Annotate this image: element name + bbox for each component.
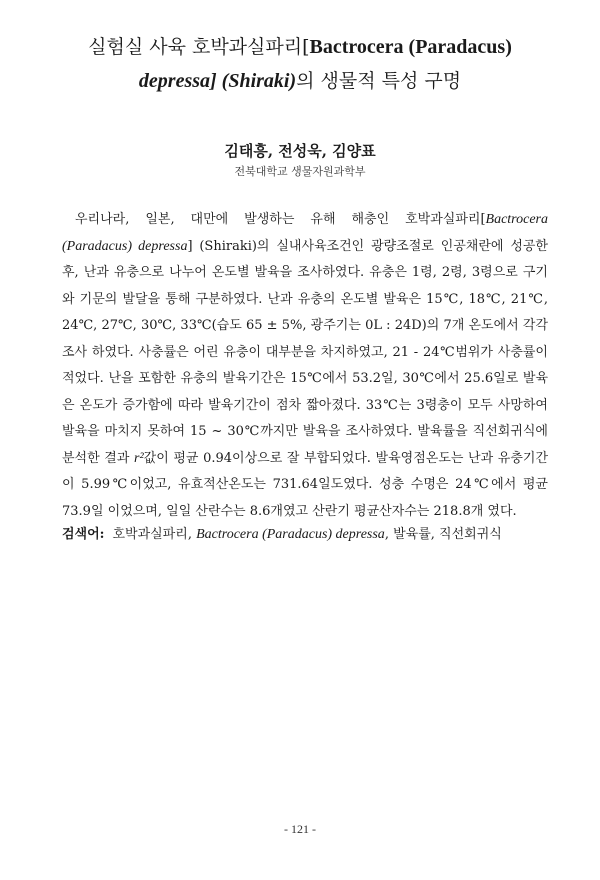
author-list: 김태흥, 전성욱, 김양표 [224,142,376,160]
keyword-rest: , 발육률, 직선회귀식 [384,527,502,542]
title-korean-part-1: 실험실 사육 호박과실파리[ [88,36,310,58]
abstract-text-2: ] (Shiraki)의 실내사육조건인 광량조절로 인공채란에 성공한 후, 난과 유충으로 나누어 온도별 발육을 조사하였다. 유충은 1령, 2령, 3령으로 구기와 기문의 발달을 통해 구분하였다. 난과 유충의 온도별 발육은 15℃, 18℃, 21℃, 24℃, 27℃, 30℃, 33℃(습도 65 ± 5%, 광주기는 0L : 24D)의 7개 온도에서 각각 조사 하였다. 사충률은 어린 유충이 대부분을 차지하였고, 21 - 24℃범위가 사충률이 적었다. 난을 포함한 유충의 발육기간은 15℃에서 53.2일, 30℃에서 25.6일로 발육은 온도가 증가함에 따라 발육기간이 점차 짧아졌다. 33℃는 3령충이 모두 사망하여 발육을 마치지 못하여 15 ~ 30℃까지만 발육을 조사하였다. 발육률을 직선회귀식에 분석한 결과 [62,238,548,466]
title-korean-part-2: 의 생물적 특성 구명 [296,70,462,92]
page-number: - 121 - [284,822,316,836]
paper-title [40,30,560,98]
keyword-1: 호박과실파리, [112,527,197,542]
abstract-text-1: 우리나라, 일본, 대만에 발생하는 유해 해충인 호박과실파리[ [75,212,486,227]
abstract-text-3: 값이 평균 0.94이상으로 잘 부합되었다. 발육영점온도는 난과 유충기간이 5.99℃이었고, 유효적산온도는 731.64일도였다. 성충 수명은 24℃에서 평균 73.9일 이었으며, 일일 산란수는 8.6개였고 산란기 평균산자수는 218.8개 였다. [62,450,548,519]
affiliation: 전북대학교 생물자원과학부 [234,165,366,178]
keywords [62,522,548,548]
keyword-scientific-name: Bactrocera (Paradacus) depressa [196,527,385,542]
title-scientific-name-1: Bactrocera (Paradacus) [309,36,512,58]
abstract-scientific-name: Bactrocera (Paradacus) depressa [62,212,548,254]
keywords-label: 검색어: [62,527,105,542]
title-scientific-name-2: depressa] (Shiraki) [138,70,297,92]
abstract [62,207,548,525]
r-squared-symbol: r² [134,450,144,466]
